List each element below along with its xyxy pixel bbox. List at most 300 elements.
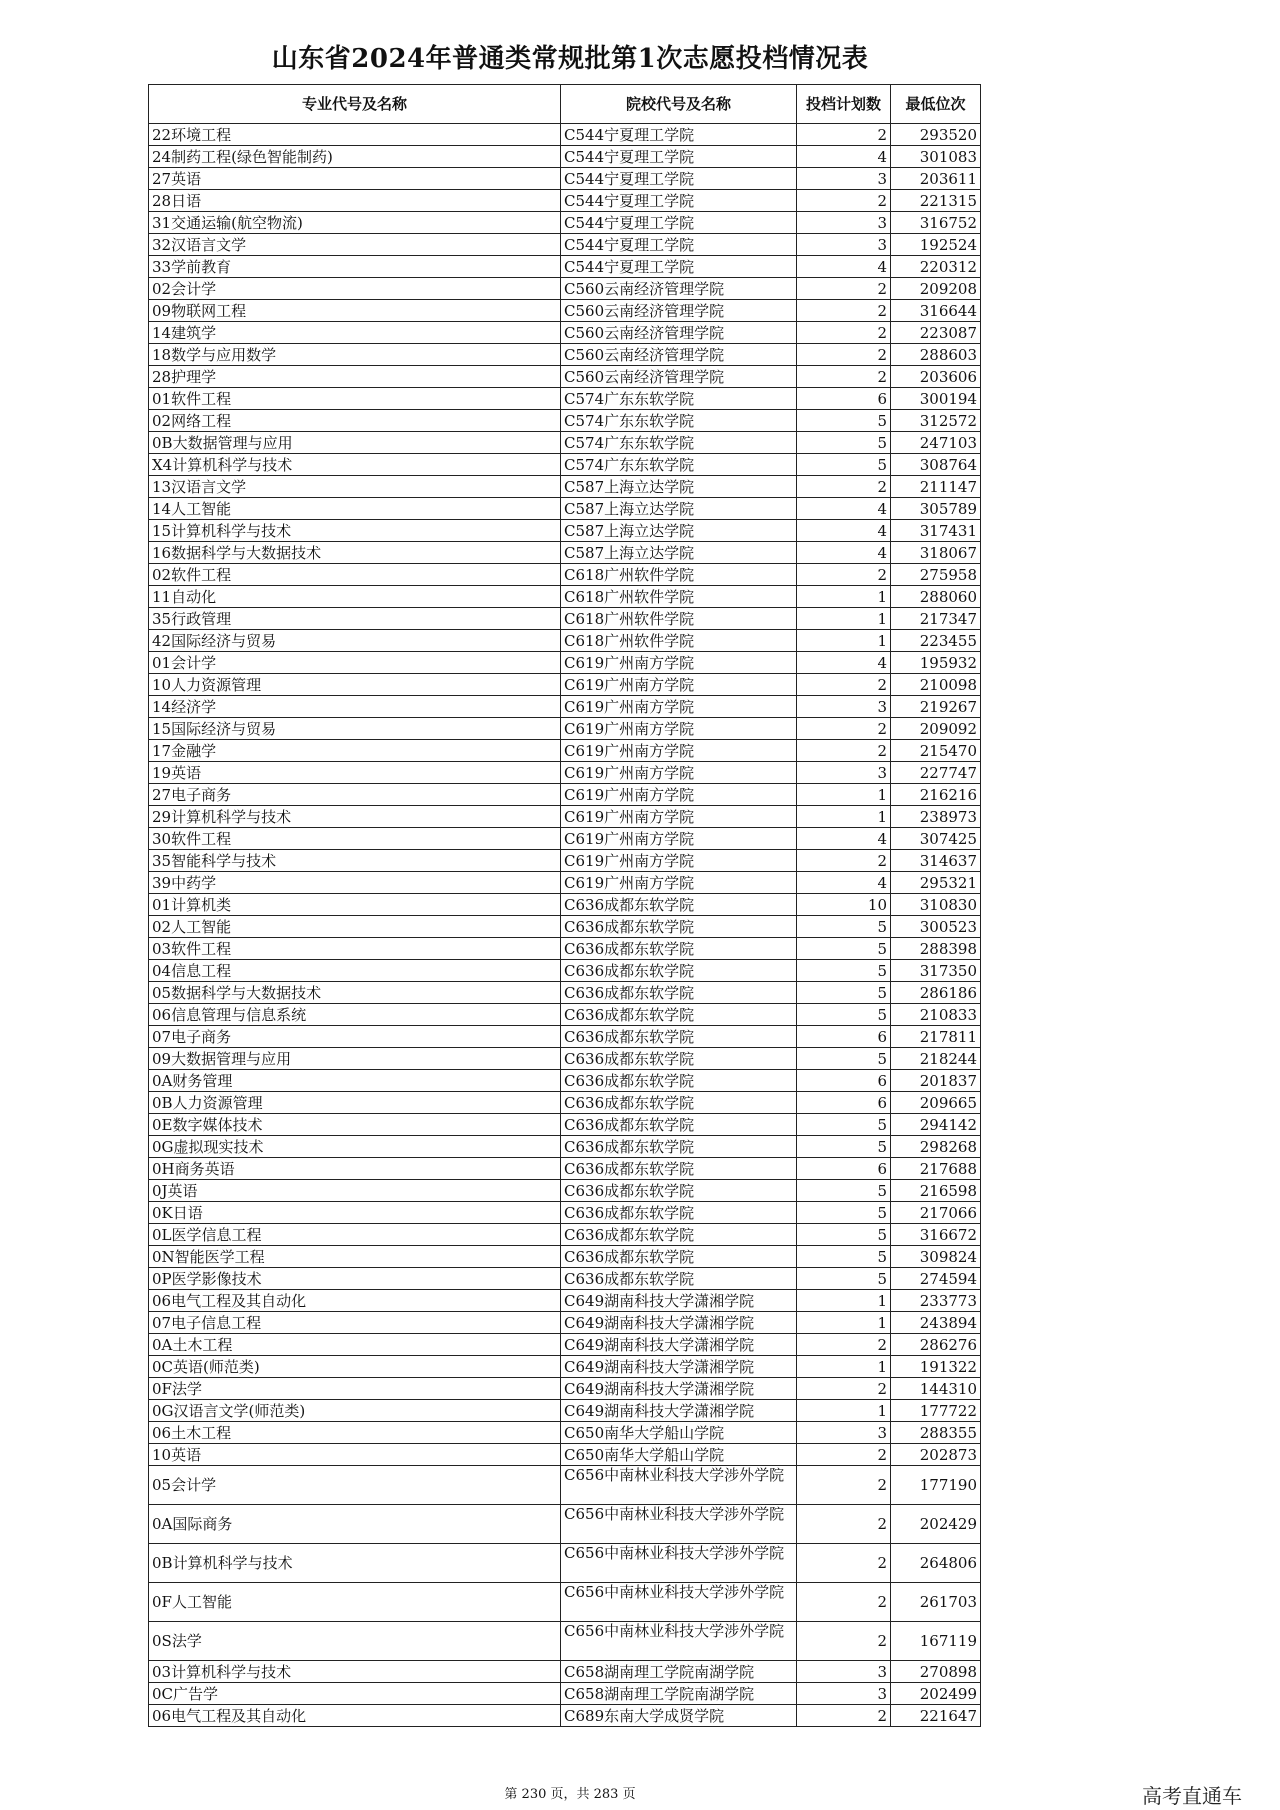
cell-major: 0A财务管理: [149, 1070, 561, 1092]
cell-school: C619广州南方学院: [561, 762, 797, 784]
cell-major: 16数据科学与大数据技术: [149, 542, 561, 564]
cell-major: 24制药工程(绿色智能制药): [149, 146, 561, 168]
cell-school: C619广州南方学院: [561, 674, 797, 696]
table-row: [149, 388, 981, 410]
table-row: [149, 718, 981, 740]
cell-major: 32汉语言文学: [149, 234, 561, 256]
cell-rank: 219267: [891, 696, 981, 718]
cell-rank: 295321: [891, 872, 981, 894]
cell-major: 09物联网工程: [149, 300, 561, 322]
table-row: [149, 1026, 981, 1048]
cell-major: 19英语: [149, 762, 561, 784]
cell-rank: 316644: [891, 300, 981, 322]
cell-school: C636成都东软学院: [561, 1004, 797, 1026]
cell-school: C636成都东软学院: [561, 1048, 797, 1070]
table-row: [149, 1114, 981, 1136]
cell-major: 33学前教育: [149, 256, 561, 278]
cell-school: C560云南经济管理学院: [561, 366, 797, 388]
cell-school: C649湖南科技大学潇湘学院: [561, 1312, 797, 1334]
cell-plan: 2: [797, 278, 891, 300]
table-row: [149, 1246, 981, 1268]
table-row: [149, 454, 981, 476]
cell-plan: 5: [797, 1136, 891, 1158]
cell-rank: 261703: [891, 1583, 981, 1622]
cell-rank: 317431: [891, 520, 981, 542]
table-row: [149, 1505, 981, 1544]
cell-school: C618广州软件学院: [561, 630, 797, 652]
table-row: [149, 1705, 981, 1727]
cell-plan: 5: [797, 1004, 891, 1026]
table-row: [149, 1312, 981, 1334]
cell-major: 30软件工程: [149, 828, 561, 850]
cell-major: 02网络工程: [149, 410, 561, 432]
cell-rank: 318067: [891, 542, 981, 564]
cell-school: C619广州南方学院: [561, 784, 797, 806]
cell-school: C636成都东软学院: [561, 894, 797, 916]
table-row: [149, 1400, 981, 1422]
table-row: [149, 344, 981, 366]
cell-rank: 209665: [891, 1092, 981, 1114]
cell-school: C560云南经济管理学院: [561, 300, 797, 322]
table-row: [149, 520, 981, 542]
cell-rank: 191322: [891, 1356, 981, 1378]
cell-plan: 2: [797, 476, 891, 498]
cell-plan: 5: [797, 1224, 891, 1246]
cell-major: 0F人工智能: [149, 1583, 561, 1622]
cell-major: 07电子商务: [149, 1026, 561, 1048]
cell-major: 15计算机科学与技术: [149, 520, 561, 542]
cell-school: C656中南林业科技大学涉外学院: [561, 1544, 797, 1583]
cell-plan: 4: [797, 520, 891, 542]
table-row: [149, 1661, 981, 1683]
cell-school: C649湖南科技大学潇湘学院: [561, 1334, 797, 1356]
cell-major: 0F法学: [149, 1378, 561, 1400]
cell-rank: 217811: [891, 1026, 981, 1048]
cell-rank: 233773: [891, 1290, 981, 1312]
cell-school: C560云南经济管理学院: [561, 322, 797, 344]
cell-major: 15国际经济与贸易: [149, 718, 561, 740]
cell-major: 0B人力资源管理: [149, 1092, 561, 1114]
cell-plan: 3: [797, 234, 891, 256]
table-row: [149, 1268, 981, 1290]
table-row: [149, 696, 981, 718]
cell-major: 28护理学: [149, 366, 561, 388]
cell-major: 42国际经济与贸易: [149, 630, 561, 652]
cell-rank: 317350: [891, 960, 981, 982]
cell-major: 18数学与应用数学: [149, 344, 561, 366]
cell-major: 0P医学影像技术: [149, 1268, 561, 1290]
table-row: [149, 960, 981, 982]
cell-plan: 3: [797, 1661, 891, 1683]
cell-major: 06电气工程及其自动化: [149, 1290, 561, 1312]
cell-rank: 288398: [891, 938, 981, 960]
cell-school: C618广州软件学院: [561, 564, 797, 586]
cell-school: C560云南经济管理学院: [561, 278, 797, 300]
cell-major: 05会计学: [149, 1466, 561, 1505]
cell-major: 0N智能医学工程: [149, 1246, 561, 1268]
table-row: [149, 476, 981, 498]
cell-major: 07电子信息工程: [149, 1312, 561, 1334]
table-row: [149, 982, 981, 1004]
cell-plan: 5: [797, 938, 891, 960]
cell-major: 0L医学信息工程: [149, 1224, 561, 1246]
cell-plan: 4: [797, 652, 891, 674]
cell-rank: 221315: [891, 190, 981, 212]
cell-school: C636成都东软学院: [561, 1092, 797, 1114]
cell-school: C619广州南方学院: [561, 740, 797, 762]
table-row: [149, 322, 981, 344]
cell-rank: 223087: [891, 322, 981, 344]
cell-rank: 177722: [891, 1400, 981, 1422]
cell-plan: 5: [797, 1048, 891, 1070]
cell-plan: 5: [797, 410, 891, 432]
cell-plan: 3: [797, 1683, 891, 1705]
cell-major: 05数据科学与大数据技术: [149, 982, 561, 1004]
cell-major: 0K日语: [149, 1202, 561, 1224]
table-row: [149, 916, 981, 938]
cell-school: C560云南经济管理学院: [561, 344, 797, 366]
cell-rank: 305789: [891, 498, 981, 520]
cell-rank: 177190: [891, 1466, 981, 1505]
cell-plan: 2: [797, 1466, 891, 1505]
cell-school: C574广东东软学院: [561, 388, 797, 410]
cell-plan: 6: [797, 1092, 891, 1114]
watermark: 高考直通车: [1142, 1784, 1242, 1808]
cell-major: X4计算机科学与技术: [149, 454, 561, 476]
table-row: [149, 1202, 981, 1224]
cell-school: C619广州南方学院: [561, 850, 797, 872]
table-header-row: [149, 85, 981, 124]
cell-plan: 2: [797, 124, 891, 146]
cell-plan: 6: [797, 388, 891, 410]
cell-rank: 203606: [891, 366, 981, 388]
cell-plan: 2: [797, 322, 891, 344]
cell-rank: 309824: [891, 1246, 981, 1268]
table-row: [149, 1180, 981, 1202]
cell-major: 39中药学: [149, 872, 561, 894]
table-row: [149, 850, 981, 872]
cell-plan: 5: [797, 1268, 891, 1290]
cell-major: 01会计学: [149, 652, 561, 674]
cell-rank: 217347: [891, 608, 981, 630]
cell-rank: 286276: [891, 1334, 981, 1356]
cell-school: C658湖南理工学院南湖学院: [561, 1661, 797, 1683]
cell-school: C587上海立达学院: [561, 476, 797, 498]
cell-school: C636成都东软学院: [561, 1180, 797, 1202]
cell-school: C619广州南方学院: [561, 828, 797, 850]
cell-plan: 6: [797, 1158, 891, 1180]
cell-plan: 2: [797, 718, 891, 740]
table-row: [149, 762, 981, 784]
cell-school: C636成都东软学院: [561, 1246, 797, 1268]
cell-school: C587上海立达学院: [561, 498, 797, 520]
cell-school: C649湖南科技大学潇湘学院: [561, 1290, 797, 1312]
cell-rank: 195932: [891, 652, 981, 674]
cell-plan: 4: [797, 498, 891, 520]
cell-major: 29计算机科学与技术: [149, 806, 561, 828]
cell-school: C656中南林业科技大学涉外学院: [561, 1622, 797, 1661]
cell-rank: 238973: [891, 806, 981, 828]
cell-rank: 300194: [891, 388, 981, 410]
table-row: [149, 300, 981, 322]
cell-rank: 288603: [891, 344, 981, 366]
cell-major: 0B计算机科学与技术: [149, 1544, 561, 1583]
cell-rank: 220312: [891, 256, 981, 278]
cell-rank: 218244: [891, 1048, 981, 1070]
cell-major: 0S法学: [149, 1622, 561, 1661]
cell-major: 0G虚拟现实技术: [149, 1136, 561, 1158]
cell-major: 03计算机科学与技术: [149, 1661, 561, 1683]
cell-rank: 209208: [891, 278, 981, 300]
cell-major: 27电子商务: [149, 784, 561, 806]
table-row: [149, 894, 981, 916]
table-row: [149, 168, 981, 190]
cell-plan: 2: [797, 1705, 891, 1727]
table-row: [149, 190, 981, 212]
cell-rank: 144310: [891, 1378, 981, 1400]
cell-plan: 5: [797, 1202, 891, 1224]
table-row: [149, 630, 981, 652]
cell-school: C544宁夏理工学院: [561, 168, 797, 190]
cell-major: 04信息工程: [149, 960, 561, 982]
cell-school: C636成都东软学院: [561, 1224, 797, 1246]
cell-major: 35智能科学与技术: [149, 850, 561, 872]
table-row: [149, 1422, 981, 1444]
cell-plan: 5: [797, 960, 891, 982]
cell-school: C574广东东软学院: [561, 410, 797, 432]
cell-major: 35行政管理: [149, 608, 561, 630]
table-row: [149, 366, 981, 388]
cell-plan: 5: [797, 1114, 891, 1136]
table-row: [149, 1136, 981, 1158]
cell-rank: 203611: [891, 168, 981, 190]
cell-rank: 308764: [891, 454, 981, 476]
cell-plan: 6: [797, 1026, 891, 1048]
cell-plan: 2: [797, 1378, 891, 1400]
cell-plan: 1: [797, 1290, 891, 1312]
cell-plan: 2: [797, 740, 891, 762]
cell-major: 10英语: [149, 1444, 561, 1466]
cell-school: C544宁夏理工学院: [561, 212, 797, 234]
cell-rank: 217066: [891, 1202, 981, 1224]
cell-school: C656中南林业科技大学涉外学院: [561, 1505, 797, 1544]
cell-rank: 227747: [891, 762, 981, 784]
page-title: 山东省2024年普通类常规批第1次志愿投档情况表: [271, 44, 869, 74]
cell-plan: 1: [797, 1400, 891, 1422]
cell-school: C544宁夏理工学院: [561, 234, 797, 256]
cell-plan: 2: [797, 1334, 891, 1356]
cell-plan: 3: [797, 696, 891, 718]
cell-rank: 275958: [891, 564, 981, 586]
cell-plan: 3: [797, 212, 891, 234]
cell-school: C618广州软件学院: [561, 586, 797, 608]
cell-plan: 2: [797, 344, 891, 366]
cell-school: C636成都东软学院: [561, 1158, 797, 1180]
table-row: [149, 806, 981, 828]
cell-major: 0C英语(师范类): [149, 1356, 561, 1378]
table-row: [149, 1224, 981, 1246]
cell-school: C650南华大学船山学院: [561, 1422, 797, 1444]
cell-plan: 1: [797, 608, 891, 630]
admission-table: [148, 84, 981, 1727]
cell-school: C619广州南方学院: [561, 872, 797, 894]
cell-school: C574广东东软学院: [561, 454, 797, 476]
cell-major: 06土木工程: [149, 1422, 561, 1444]
cell-major: 27英语: [149, 168, 561, 190]
cell-plan: 1: [797, 586, 891, 608]
cell-major: 01计算机类: [149, 894, 561, 916]
cell-major: 0H商务英语: [149, 1158, 561, 1180]
cell-rank: 264806: [891, 1544, 981, 1583]
cell-rank: 293520: [891, 124, 981, 146]
table-row: [149, 124, 981, 146]
cell-plan: 2: [797, 1544, 891, 1583]
table-row: [149, 1070, 981, 1092]
table-row: [149, 234, 981, 256]
cell-school: C636成都东软学院: [561, 1070, 797, 1092]
cell-plan: 4: [797, 872, 891, 894]
cell-school: C649湖南科技大学潇湘学院: [561, 1378, 797, 1400]
table-row: [149, 564, 981, 586]
cell-major: 0J英语: [149, 1180, 561, 1202]
cell-school: C689东南大学成贤学院: [561, 1705, 797, 1727]
cell-school: C636成都东软学院: [561, 960, 797, 982]
cell-school: C619广州南方学院: [561, 806, 797, 828]
table-row: [149, 1544, 981, 1583]
cell-rank: 216598: [891, 1180, 981, 1202]
header-school: 院校代号及名称: [561, 85, 797, 124]
table-row: [149, 1290, 981, 1312]
table-row: [149, 1683, 981, 1705]
table-row: [149, 1378, 981, 1400]
cell-rank: 216216: [891, 784, 981, 806]
cell-plan: 2: [797, 674, 891, 696]
cell-major: 09大数据管理与应用: [149, 1048, 561, 1070]
cell-major: 02人工智能: [149, 916, 561, 938]
cell-school: C544宁夏理工学院: [561, 146, 797, 168]
table-row: [149, 498, 981, 520]
cell-major: 0E数字媒体技术: [149, 1114, 561, 1136]
cell-school: C619广州南方学院: [561, 652, 797, 674]
cell-major: 0B大数据管理与应用: [149, 432, 561, 454]
cell-plan: 4: [797, 146, 891, 168]
cell-school: C636成都东软学院: [561, 1114, 797, 1136]
cell-rank: 288355: [891, 1422, 981, 1444]
cell-rank: 192524: [891, 234, 981, 256]
table-row: [149, 278, 981, 300]
cell-rank: 316752: [891, 212, 981, 234]
cell-rank: 270898: [891, 1661, 981, 1683]
cell-plan: 4: [797, 542, 891, 564]
table-row: [149, 542, 981, 564]
cell-plan: 5: [797, 1180, 891, 1202]
cell-plan: 4: [797, 828, 891, 850]
cell-plan: 2: [797, 1505, 891, 1544]
cell-plan: 2: [797, 300, 891, 322]
header-rank: 最低位次: [891, 85, 981, 124]
cell-major: 0A土木工程: [149, 1334, 561, 1356]
cell-school: C574广东东软学院: [561, 432, 797, 454]
cell-rank: 221647: [891, 1705, 981, 1727]
cell-rank: 201837: [891, 1070, 981, 1092]
cell-plan: 5: [797, 1246, 891, 1268]
cell-rank: 294142: [891, 1114, 981, 1136]
cell-rank: 300523: [891, 916, 981, 938]
cell-major: 14人工智能: [149, 498, 561, 520]
cell-plan: 2: [797, 366, 891, 388]
cell-school: C618广州软件学院: [561, 608, 797, 630]
cell-school: C587上海立达学院: [561, 520, 797, 542]
cell-school: C649湖南科技大学潇湘学院: [561, 1356, 797, 1378]
cell-major: 10人力资源管理: [149, 674, 561, 696]
cell-plan: 2: [797, 1583, 891, 1622]
table-row: [149, 1444, 981, 1466]
page-footer: 第 230 页，共 283 页: [504, 1787, 636, 1802]
cell-rank: 223455: [891, 630, 981, 652]
table-row: [149, 212, 981, 234]
cell-major: 13汉语言文学: [149, 476, 561, 498]
cell-school: C587上海立达学院: [561, 542, 797, 564]
cell-school: C650南华大学船山学院: [561, 1444, 797, 1466]
cell-rank: 301083: [891, 146, 981, 168]
table-row: [149, 1092, 981, 1114]
cell-rank: 274594: [891, 1268, 981, 1290]
cell-plan: 2: [797, 1444, 891, 1466]
cell-rank: 202429: [891, 1505, 981, 1544]
cell-major: 02软件工程: [149, 564, 561, 586]
cell-major: 0C广告学: [149, 1683, 561, 1705]
cell-major: 22环境工程: [149, 124, 561, 146]
table-row: [149, 1466, 981, 1505]
cell-school: C544宁夏理工学院: [561, 190, 797, 212]
table-row: [149, 652, 981, 674]
cell-rank: 288060: [891, 586, 981, 608]
cell-major: 14建筑学: [149, 322, 561, 344]
table-row: [149, 1334, 981, 1356]
header-plan: 投档计划数: [797, 85, 891, 124]
cell-rank: 316672: [891, 1224, 981, 1246]
cell-school: C656中南林业科技大学涉外学院: [561, 1466, 797, 1505]
cell-rank: 307425: [891, 828, 981, 850]
cell-plan: 10: [797, 894, 891, 916]
cell-major: 03软件工程: [149, 938, 561, 960]
cell-school: C658湖南理工学院南湖学院: [561, 1683, 797, 1705]
table-body: [149, 124, 981, 1727]
cell-plan: 1: [797, 630, 891, 652]
cell-school: C636成都东软学院: [561, 1026, 797, 1048]
cell-school: C656中南林业科技大学涉外学院: [561, 1583, 797, 1622]
table-row: [149, 1583, 981, 1622]
table-row: [149, 410, 981, 432]
cell-major: 14经济学: [149, 696, 561, 718]
cell-rank: 243894: [891, 1312, 981, 1334]
table-row: [149, 586, 981, 608]
cell-rank: 215470: [891, 740, 981, 762]
cell-rank: 209092: [891, 718, 981, 740]
cell-school: C544宁夏理工学院: [561, 124, 797, 146]
cell-plan: 5: [797, 916, 891, 938]
cell-rank: 211147: [891, 476, 981, 498]
table-row: [149, 1622, 981, 1661]
cell-school: C636成都东软学院: [561, 1268, 797, 1290]
cell-plan: 1: [797, 806, 891, 828]
cell-plan: 5: [797, 982, 891, 1004]
cell-plan: 2: [797, 1622, 891, 1661]
table-row: [149, 828, 981, 850]
header-major: 专业代号及名称: [149, 85, 561, 124]
cell-school: C649湖南科技大学潇湘学院: [561, 1400, 797, 1422]
table-row: [149, 938, 981, 960]
